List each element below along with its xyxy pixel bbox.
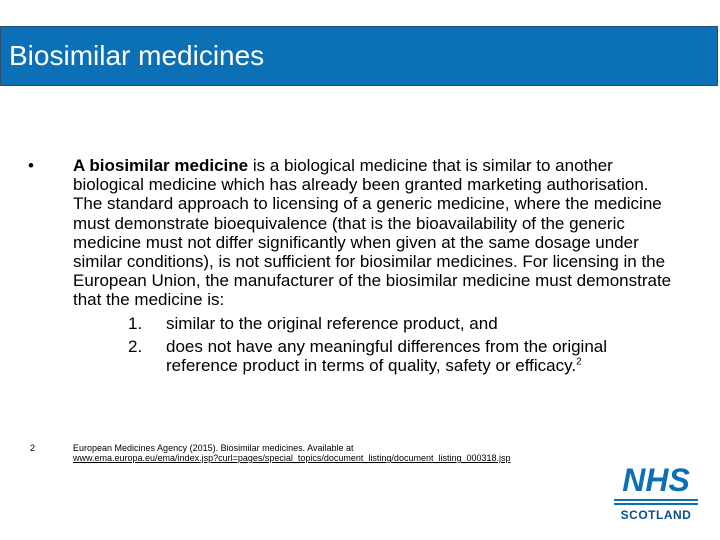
intro-paragraph [73, 156, 673, 310]
logo-stripe [614, 499, 698, 501]
list-item-text [166, 337, 673, 375]
nhs-wordmark-text: NHS [622, 462, 690, 496]
list-item-text: similar to the original reference product, and [166, 313, 498, 333]
criteria-list [73, 314, 673, 376]
term-biosimilar: A biosimilar medicine [73, 156, 249, 175]
title-bar [0, 26, 718, 86]
intro-text: is a biological medicine that is similar to another biological medicine which has already been granted marketing authorisation. The standard approach to licensing of a generic medicine, where the medicine must demonstrate bioequivalence (that is the bioavailability of the generic medicine must not differ significantly when given at the same dosage under similar conditions), is not sufficient for biosimilar medicines. For licensing in the European Union, the manufacturer of the biosimilar medicine must demonstrate that the medicine is: [73, 156, 672, 310]
footnote-number: 2 [30, 443, 36, 453]
list-item [73, 314, 673, 333]
list-item-text-body: does not have any meaningful differences from the original reference product in terms of quality, safety or efficacy. [166, 336, 608, 376]
citation-marker: 2 [576, 356, 582, 368]
nhs-scotland-logo [614, 462, 698, 522]
nhs-wordmark-icon [614, 462, 698, 496]
list-item-number: 2. [128, 336, 143, 356]
logo-stripe [614, 503, 698, 505]
bullet-body [73, 156, 673, 375]
footnote [73, 443, 573, 463]
footnote-link[interactable]: www.ema.europa.eu/ema/index.jsp?curl=pages/special_topics/document_listing/document_listing_000318.jsp [73, 453, 511, 463]
slide-title: Biosimilar medicines [9, 40, 265, 71]
list-item-number: 1. [128, 313, 143, 333]
footnote-citation: European Medicines Agency (2015). Biosimilar medicines. Available at [73, 443, 354, 453]
bullet-marker: • [28, 156, 34, 175]
logo-subtitle: SCOTLAND [620, 508, 692, 522]
list-item [73, 337, 673, 375]
